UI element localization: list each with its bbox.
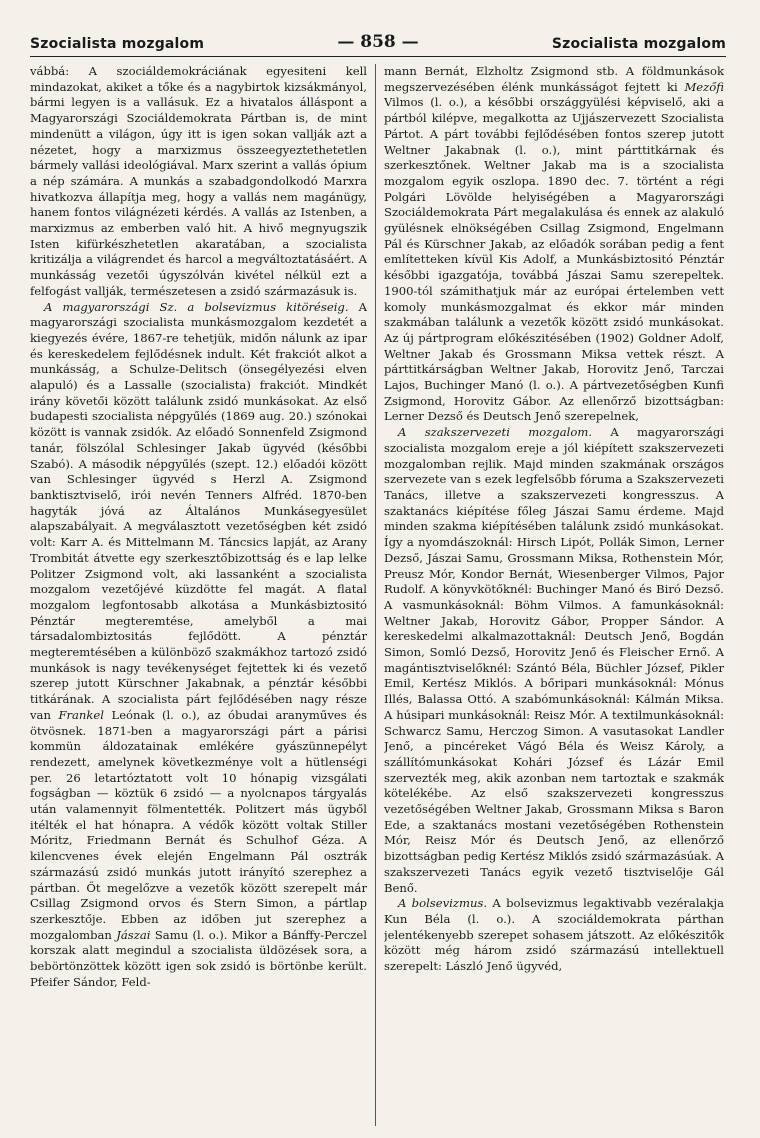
left-column (30, 64, 367, 1128)
section-heading: A bolsevizmus. (398, 896, 488, 911)
name-italic: Frankel (58, 707, 104, 722)
section-heading: A szakszervezeti mozgalom. (398, 425, 593, 440)
paragraph: mann Bernát, Elzholtz Zsigmond stb. A földmunkások megszervezésében élénk munkásságot fejtett ki Mezőfi Vilmos (l. o.), a későbbi országgyülési képviselő, aki a pártból kilépve, megalkotta az Ujjászervezett Szocialista Pártot. A párt további fejlődésében fontos szerep jutott Weltner Jakabnak (l. o.), mint párttitkárnak és szerkesztőnek. Weltner Jakab ma is a szocialista mozgalom egyik oszlopa. 1890 dec. 7. történt a régi Polgári Lövölde helyiségében a Magyarországi Szociáldemokrata Párt megalakulása és ennek az alakuló gyülésnek elnökségében Csillag Zsigmond, Engelmann Pál és Kürschner Jakab, az előadók sorában pedig a fent említetteken kívül Kis Adolf, a Munkásbiztositó Pénztár későbbi igazgatója, továbbá Jászai Samu szerepeltek. 1900-tól számithatjuk már az európai értelemben vett komoly munkásmozgalmat és ekkor már minden szakmában találunk a vezetők között zsidó munkásokat. Az új pártprogram előkészitésében (1902) Goldner Adolf, Weltner Jakab és Grossmann Miksa vettek részt. A párttitkárságban Weltner Jakab, Horovitz Jenő, Tarczai Lajos, Buchinger Manó (l. o.). A pártvezetőségben Kunfi Zsigmond, Horovitz Gábor. Az ellenőrző bizottságban: Lerner Dezső és Deutsch Jenő szerepelnek, (384, 64, 724, 424)
running-header (30, 30, 726, 57)
header-right-title: Szocialista mozgalom (551, 36, 726, 52)
header-left-title: Szocialista mozgalom (30, 36, 205, 52)
page-number: — 858 — (337, 32, 419, 52)
column-divider (375, 64, 376, 1126)
section-paragraph: A szakszervezeti mozgalom. A magyarországi szocialista mozgalom ereje a jól kiépített szakszervezeti mozgalomban rejlik. Majd minden szakmának országos szervezete van s ezek legfelsőbb fóruma a Szakszervezeti Tanács, illetve a szakszervezeti kongresszus. A szaktanács kiépítése főleg Jászai Samu érdeme. Majd minden szakma kiépítésében találunk zsidó munkásokat. Így a nyomdászoknál: Hirsch Lipót, Pollák Simon, Lerner Dezső, Jászai Samu, Grossmann Miksa, Rothenstein Mór, Preusz Mór, Kondor Bernát, Wiesenberger Vilmos, Pajor Rudolf. A könyvkötőknél: Buchinger Manó és Biró Dezső. A vasmunkásoknál: Böhm Vilmos. A famunkásoknál: Weltner Jakab, Horovitz Gábor, Propper Sándor. A kereskedelmi alkalmazottaknál: Deutsch Jenő, Bogdán Simon, Somló Dezső, Horovitz Jenő és Fleischer Ernő. A magántisztviselőknél: Szántó Béla, Büchler József, Pikler Emil, Kertész Miklós. A bőripari munkásoknál: Mónus Illés, Balassa Ottó. A szabómunkásoknál: Kálmán Miksa. A húsipari munkásoknál: Reisz Mór. A textilmunkásoknál: Schwarcz Samu, Herczog Simon. A vasutasokat Landler Jenő, a pincéreket Vágó Béla és Weisz Károly, a szállítómunkásokat Kohári József és Lázár Emil szervezték meg, akik azonban nem tartoztak e szakmák kötelékébe. Az első szakszervezeti kongresszus vezetőségében Weltner Jakab, Grossmann Miksa s Baron Ede, a szaktanács mostani vezetőségében Rothenstein Mór, Reisz Mór és Deutsch Jenő, az ellenőrző bizottságban pedig Kertész Miklós zsidó származásúak. A szakszervezeti Tanács egyik vezető tisztviselője Gál Benő. (384, 425, 724, 895)
section-heading: A magyarországi Sz. a bolsevizmus kitöréseig. (44, 299, 349, 314)
section-paragraph: A bolsevizmus. A bolsevizmus legaktivabb vezéralakja Kun Béla (l. o.). A szociáldemokrata párthan jelentékenyebb szerepet sohasem játszott. Az előkészitők között még három zsidó származású intellektuell szerepelt: László Jenő ügyvéd, (384, 896, 724, 974)
name-italic: Jászai (116, 927, 151, 942)
section-paragraph: A magyarországi Sz. a bolsevizmus kitöréseig. A magyarországi szocialista munkásmozgalom kezdetét a kiegyezés évére, 1867-re tehetjük, midőn nálunk az ipar és kereskedelem fejlődésnek indult. Két frakciót alkot a munkásság, a Schulze-Delitsch (önsegélyezési elven alapuló) és a Lassalle (szocialista) frakciót. Mindkét irány követői között találunk zsidó munkásokat. Az első budapesti szocialista népgyűlés (1869 aug. 20.) szónokai között is vannak zsidók. Az előadó Sonnenfeld Zsigmond tanár, fölszólal Schlesinger Jakab ügyvéd (későbbi Szabó). A második népgyűlés (szept. 12.) előadói között van Schlesinger ügyvéd s Herzl A. Zsigmond banktisztviselő, irói nevén Tenners Alfréd. 1870-ben hagyták jóvá az Általános Munkásegyesület alapszabályait. A megválasztott vezetőségben két zsidó volt: Karr A. és Mittelmann M. Táncsics lapját, az Arany Trombitát átvette egy szerkesztőbizottság és e lap lelke Politzer Zsigmond volt, aki lassanként a szocialista mozgalom vezetőjévé küzdötte fel magát. A flatal mozgalom legfontosabb alkotása a Munkásbiztositó Pénztár megteremtése, amelyből a mai társadalombiztositás fejlődött. A pénztár megteremtésében a különböző szakmákhoz tartozó zsidó munkások is nagy tevékenységet fejtettek ki és vezető szerep jutott Kürschner Jakabnak, a pénztár későbbi titkárának. A szocialista párt fejlődésében nagy része van Frankel Leónak (l. o.), az óbudai aranyműves és ötvösnek. 1871-ben a magyarországi párt a párisi kommün áldozatainak emlékére gyászünnepélyt rendezett, amelynek következménye volt a hütlenségi per. 26 letartóztatott volt 10 hónapig vizsgálati fogságban — köztük 6 zsidó — a nyolcnapos tárgyalás után valamennyit fölmentették. Politzert más ügyből itélték el hat hónapra. A védők között voltak Stiller Móritz, Friedmann Bernát és Schulhof Géza. A kilencvenes évek elején Engelmann Pál osztrák származású zsidó munkás jutott irányító szerephez a pártban. Őt megelőzve a vezetők között szerepelt már Csillag Zsigmond orvos és Stern Simon, a pártlap szerkesztője. Ebben az időben jut szerephez a mozgalomban Jászai Samu (l. o.). Mikor a Bánffy-Perczel korszak alatt megindul a szocialista üldözések sora, a bebörtönzöttek között igen sok zsidó is börtönbe került. Pfeifer Sándor, Feld- (30, 299, 367, 989)
paragraph: vábbá: A szociáldemokráciának egyesiteni kell mindazokat, akiket a tőke és a nagybirtok kizsákmányol, bármi legyen is a vallásuk. Ez a hivatalos álláspont a Magyarországi Szociáldemokrata Pártban is, de mint mindenütt a világon, úgy itt is igen sokan vallják azt a nézetet, hogy a marxizmus összeegyeztethetetlen bármely vallási ideológiával. Marx szerint a vallás ópium a nép számára. A munkás a szabadgondolkodó Marxra hivatkozva állapítja meg, hogy a vallás nem magánügy, hanem fontos világnézeti kérdés. A vallás az Istenben, a marxizmus az emberben való hit. A hivő megnyugszik Isten kifürkészhetetlen akaratában, a szocialista kritizálja a világrendet és harcol a megváltoztatásáért. A munkásság vezetői úgyszólván kivétel nélkül ezt a felfogást vallják, természetesen a zsidó származásuk is. (30, 64, 367, 298)
right-column (384, 64, 724, 1128)
name-italic: Mezőfi (684, 79, 724, 94)
